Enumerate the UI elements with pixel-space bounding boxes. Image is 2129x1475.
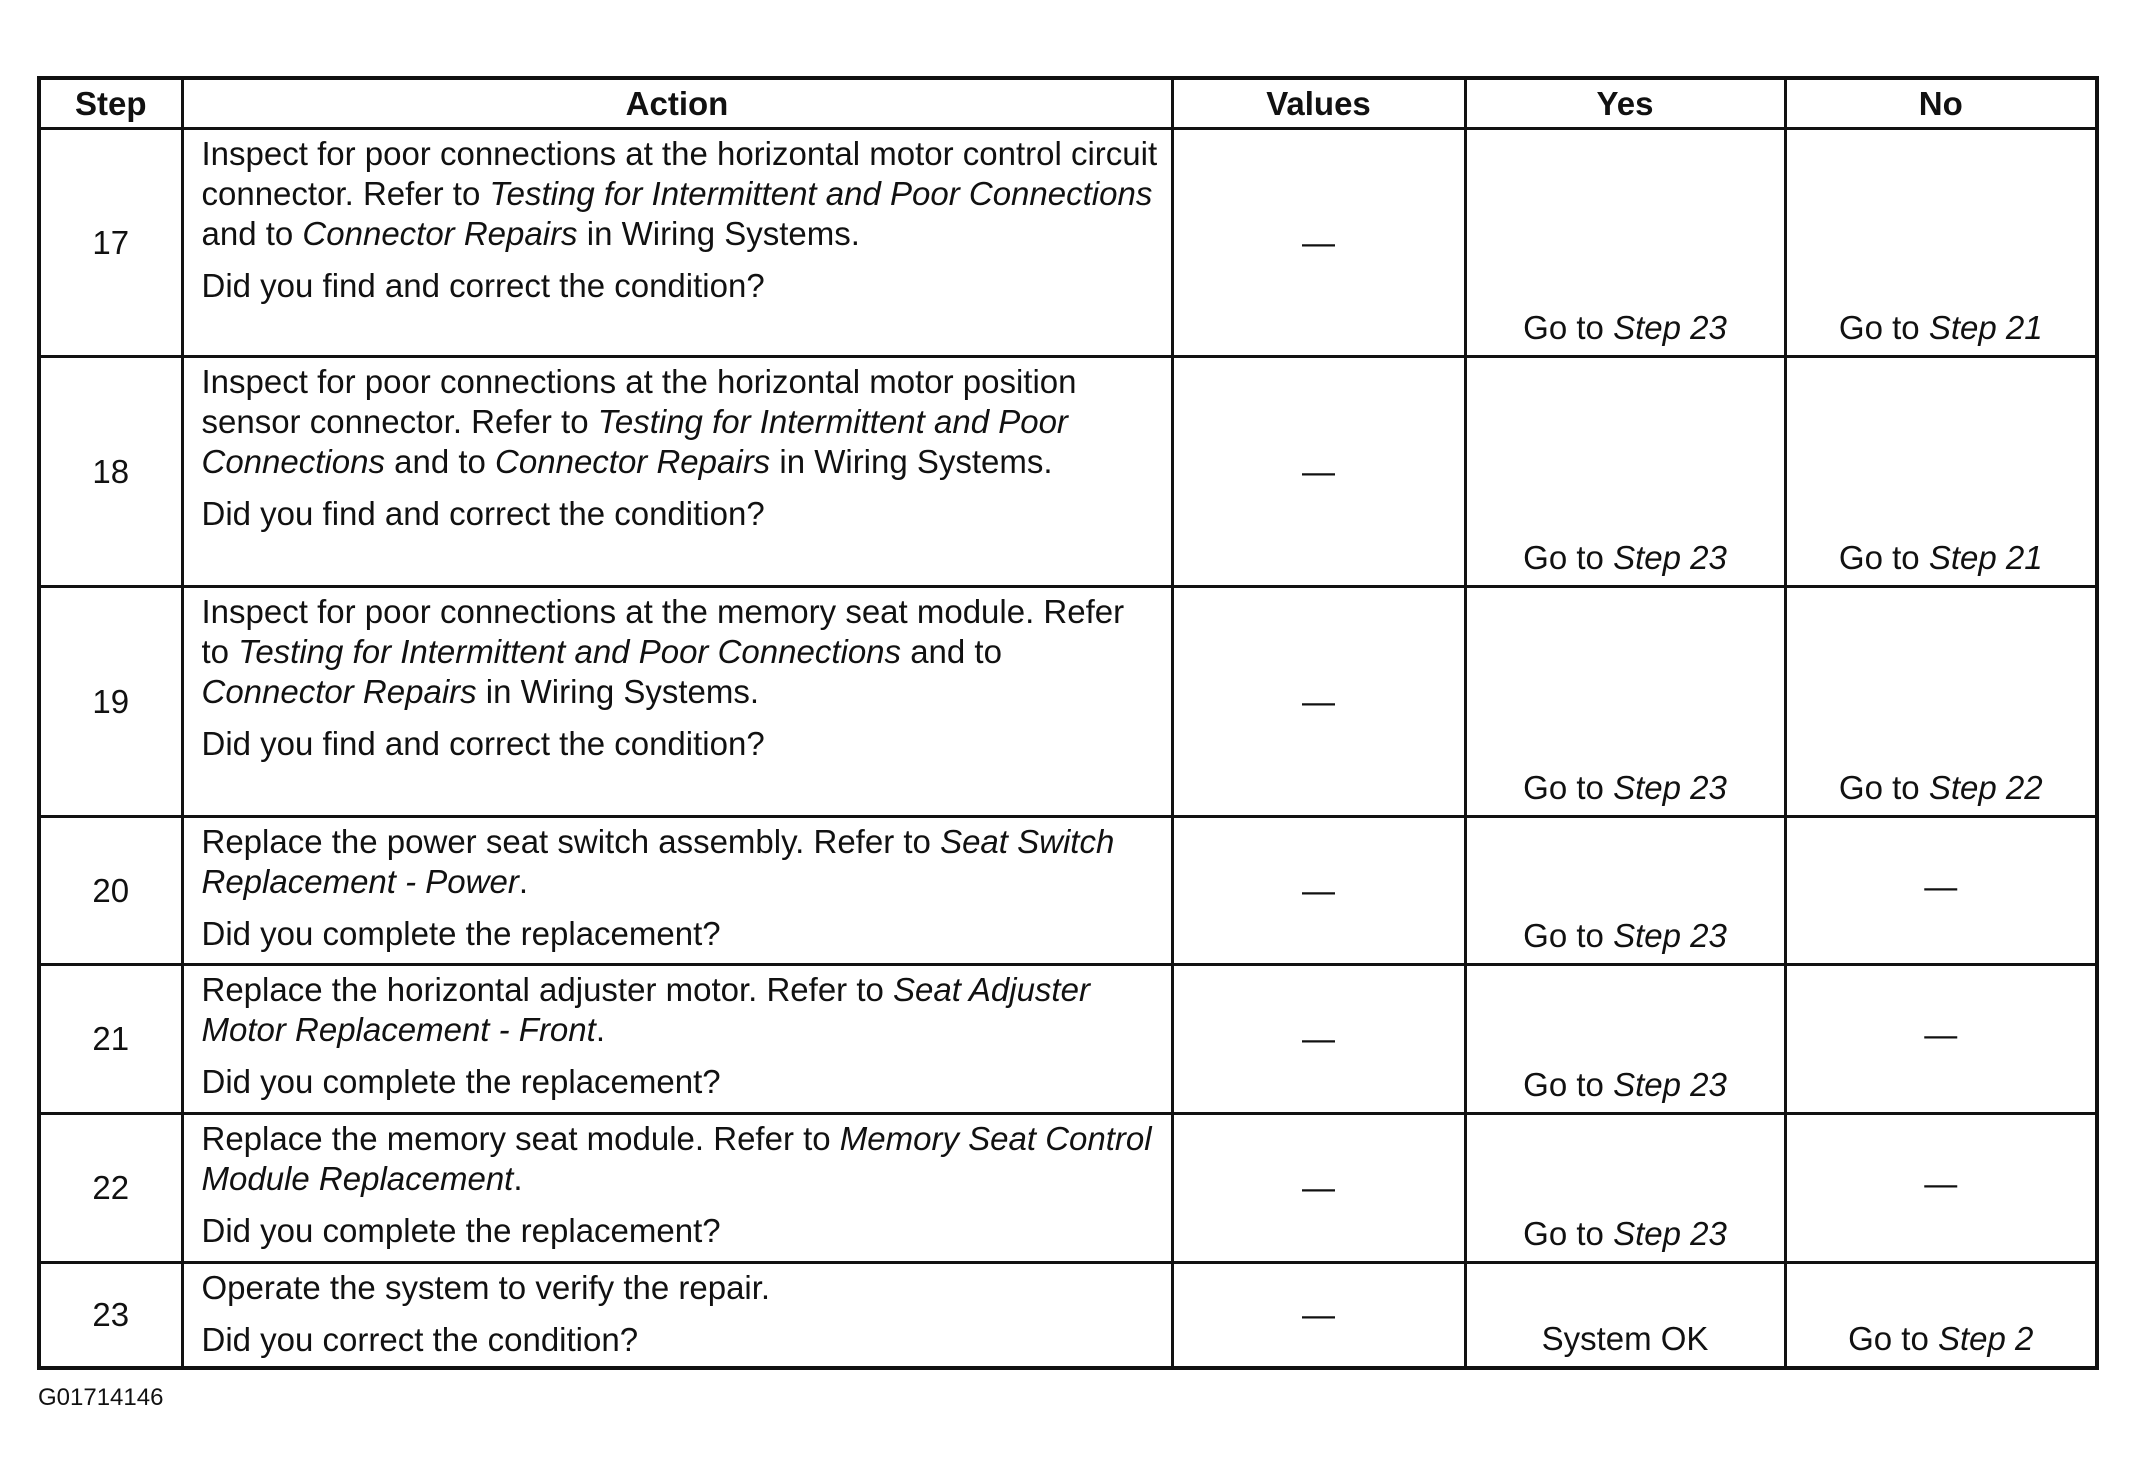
action-cell bbox=[182, 1263, 1172, 1369]
italic-reference: Step 23 bbox=[1613, 539, 1727, 576]
italic-reference: Step 21 bbox=[1928, 539, 2043, 576]
table-row bbox=[39, 1263, 2097, 1369]
header-values: Values bbox=[1172, 78, 1465, 129]
table-row bbox=[39, 357, 2097, 587]
italic-reference: Step 23 bbox=[1613, 1215, 1727, 1252]
header-yes: Yes bbox=[1465, 78, 1785, 129]
text-run: — bbox=[1924, 1165, 1958, 1202]
yes-cell bbox=[1465, 129, 1785, 357]
text-run: Go to bbox=[1523, 1215, 1614, 1252]
action-cell bbox=[182, 1114, 1172, 1263]
values-cell: — bbox=[1172, 357, 1465, 587]
italic-reference: Testing for Intermittent and Poor Connections bbox=[238, 633, 902, 670]
text-run: and to bbox=[201, 215, 303, 252]
action-cell bbox=[182, 965, 1172, 1114]
text-run: — bbox=[1924, 1016, 1958, 1053]
text-run: Go to bbox=[1523, 539, 1614, 576]
italic-reference: Connector Repairs bbox=[302, 215, 578, 252]
step-number: 23 bbox=[39, 1263, 182, 1369]
italic-reference: Connector Repairs bbox=[201, 673, 477, 710]
no-cell bbox=[1785, 357, 2097, 587]
yes-cell bbox=[1465, 965, 1785, 1114]
action-question: Did you find and correct the condition? bbox=[201, 495, 765, 532]
text-run: Go to bbox=[1523, 1066, 1614, 1103]
step-number: 22 bbox=[39, 1114, 182, 1263]
step-number: 18 bbox=[39, 357, 182, 587]
action-cell bbox=[182, 587, 1172, 817]
table-row bbox=[39, 965, 2097, 1114]
values-cell: — bbox=[1172, 965, 1465, 1114]
action-text bbox=[202, 1268, 1161, 1308]
text-run: Go to bbox=[1523, 309, 1614, 346]
yes-cell bbox=[1465, 817, 1785, 965]
text-run: Go to bbox=[1848, 1320, 1938, 1357]
italic-reference: Step 22 bbox=[1928, 769, 2043, 806]
action-cell bbox=[182, 817, 1172, 965]
text-run: Go to bbox=[1523, 917, 1614, 954]
step-number: 21 bbox=[39, 965, 182, 1114]
italic-reference: Seat Adjuster Motor Replacement - Front bbox=[201, 971, 1090, 1048]
text-run: . bbox=[513, 1160, 523, 1197]
italic-reference: Memory Seat Control Module Replacement bbox=[201, 1120, 1152, 1197]
header-no: No bbox=[1785, 78, 2097, 129]
no-cell bbox=[1785, 1263, 2097, 1369]
italic-reference: Testing for Intermittent and Poor Connections bbox=[201, 403, 1068, 480]
text-run: Inspect for poor connections at the horizontal motor control circuit connector. Refer to bbox=[201, 135, 1158, 212]
table-row bbox=[39, 129, 2097, 357]
italic-reference: Step 23 bbox=[1613, 769, 1727, 806]
table-row bbox=[39, 817, 2097, 965]
values-cell: — bbox=[1172, 817, 1465, 965]
values-cell: — bbox=[1172, 1263, 1465, 1369]
step-number: 19 bbox=[39, 587, 182, 817]
table-row bbox=[39, 587, 2097, 817]
action-text bbox=[202, 592, 1161, 712]
text-run: in Wiring Systems. bbox=[770, 443, 1053, 480]
no-cell bbox=[1785, 817, 2097, 965]
no-cell bbox=[1785, 965, 2097, 1114]
yes-cell bbox=[1465, 1263, 1785, 1369]
italic-reference: Step 23 bbox=[1613, 309, 1727, 346]
action-question: Did you complete the replacement? bbox=[201, 1063, 721, 1100]
step-number: 20 bbox=[39, 817, 182, 965]
no-cell bbox=[1785, 587, 2097, 817]
table-row bbox=[39, 1114, 2097, 1263]
header-row bbox=[39, 78, 2097, 129]
text-run: Replace the memory seat module. Refer to bbox=[201, 1120, 840, 1157]
text-run: — bbox=[1924, 867, 1958, 905]
italic-reference: Connector Repairs bbox=[495, 443, 771, 480]
text-run: Replace the horizontal adjuster motor. Refer to bbox=[201, 971, 894, 1008]
text-run: Inspect for poor connections at the horizontal motor position sensor connector. Refer to bbox=[201, 363, 1077, 440]
text-run: . bbox=[595, 1011, 605, 1048]
text-run: Go to bbox=[1838, 539, 1929, 576]
text-run: Go to bbox=[1523, 769, 1614, 806]
italic-reference: Seat Switch Replacement - Power bbox=[201, 823, 1115, 900]
header-step: Step bbox=[39, 78, 182, 129]
table-body bbox=[39, 129, 2097, 1369]
values-cell: — bbox=[1172, 1114, 1465, 1263]
diagnostic-table bbox=[37, 76, 2099, 1370]
action-cell bbox=[182, 129, 1172, 357]
text-run: and to bbox=[901, 633, 1002, 670]
italic-reference: Step 21 bbox=[1928, 309, 2043, 346]
text-run: and to bbox=[384, 443, 496, 480]
action-text bbox=[202, 822, 1161, 902]
italic-reference: Step 23 bbox=[1613, 1066, 1727, 1103]
text-run: Go to bbox=[1838, 309, 1929, 346]
figure-id: G01714146 bbox=[38, 1384, 164, 1411]
action-text bbox=[202, 970, 1161, 1050]
text-run: Replace the power seat switch assembly. Refer to bbox=[201, 823, 941, 860]
action-question: Did you complete the replacement? bbox=[201, 915, 721, 952]
yes-cell bbox=[1465, 1114, 1785, 1263]
yes-cell bbox=[1465, 357, 1785, 587]
text-run: in Wiring Systems. bbox=[476, 673, 760, 710]
action-cell bbox=[182, 357, 1172, 587]
action-question: Did you find and correct the condition? bbox=[201, 267, 765, 304]
header-action: Action bbox=[182, 78, 1172, 129]
action-question: Did you complete the replacement? bbox=[201, 1212, 721, 1249]
italic-reference: Step 2 bbox=[1937, 1320, 2034, 1357]
text-run: . bbox=[518, 863, 528, 900]
text-run: in Wiring Systems. bbox=[577, 215, 860, 252]
text-run: System OK bbox=[1541, 1320, 1709, 1357]
italic-reference: Step 23 bbox=[1613, 917, 1727, 954]
values-cell: — bbox=[1172, 129, 1465, 357]
yes-cell bbox=[1465, 587, 1785, 817]
no-cell bbox=[1785, 129, 2097, 357]
text-run: Inspect for poor connections at the memory seat module. Refer to bbox=[201, 593, 1125, 670]
no-cell bbox=[1785, 1114, 2097, 1263]
action-text bbox=[202, 134, 1161, 254]
step-number: 17 bbox=[39, 129, 182, 357]
text-run: Operate the system to verify the repair. bbox=[201, 1269, 771, 1306]
action-text bbox=[202, 362, 1161, 482]
text-run: Go to bbox=[1838, 769, 1929, 806]
action-question: Did you find and correct the condition? bbox=[201, 725, 765, 762]
action-question: Did you correct the condition? bbox=[201, 1321, 639, 1358]
values-cell: — bbox=[1172, 587, 1465, 817]
action-text bbox=[202, 1119, 1161, 1199]
italic-reference: Testing for Intermittent and Poor Connections bbox=[489, 175, 1153, 212]
